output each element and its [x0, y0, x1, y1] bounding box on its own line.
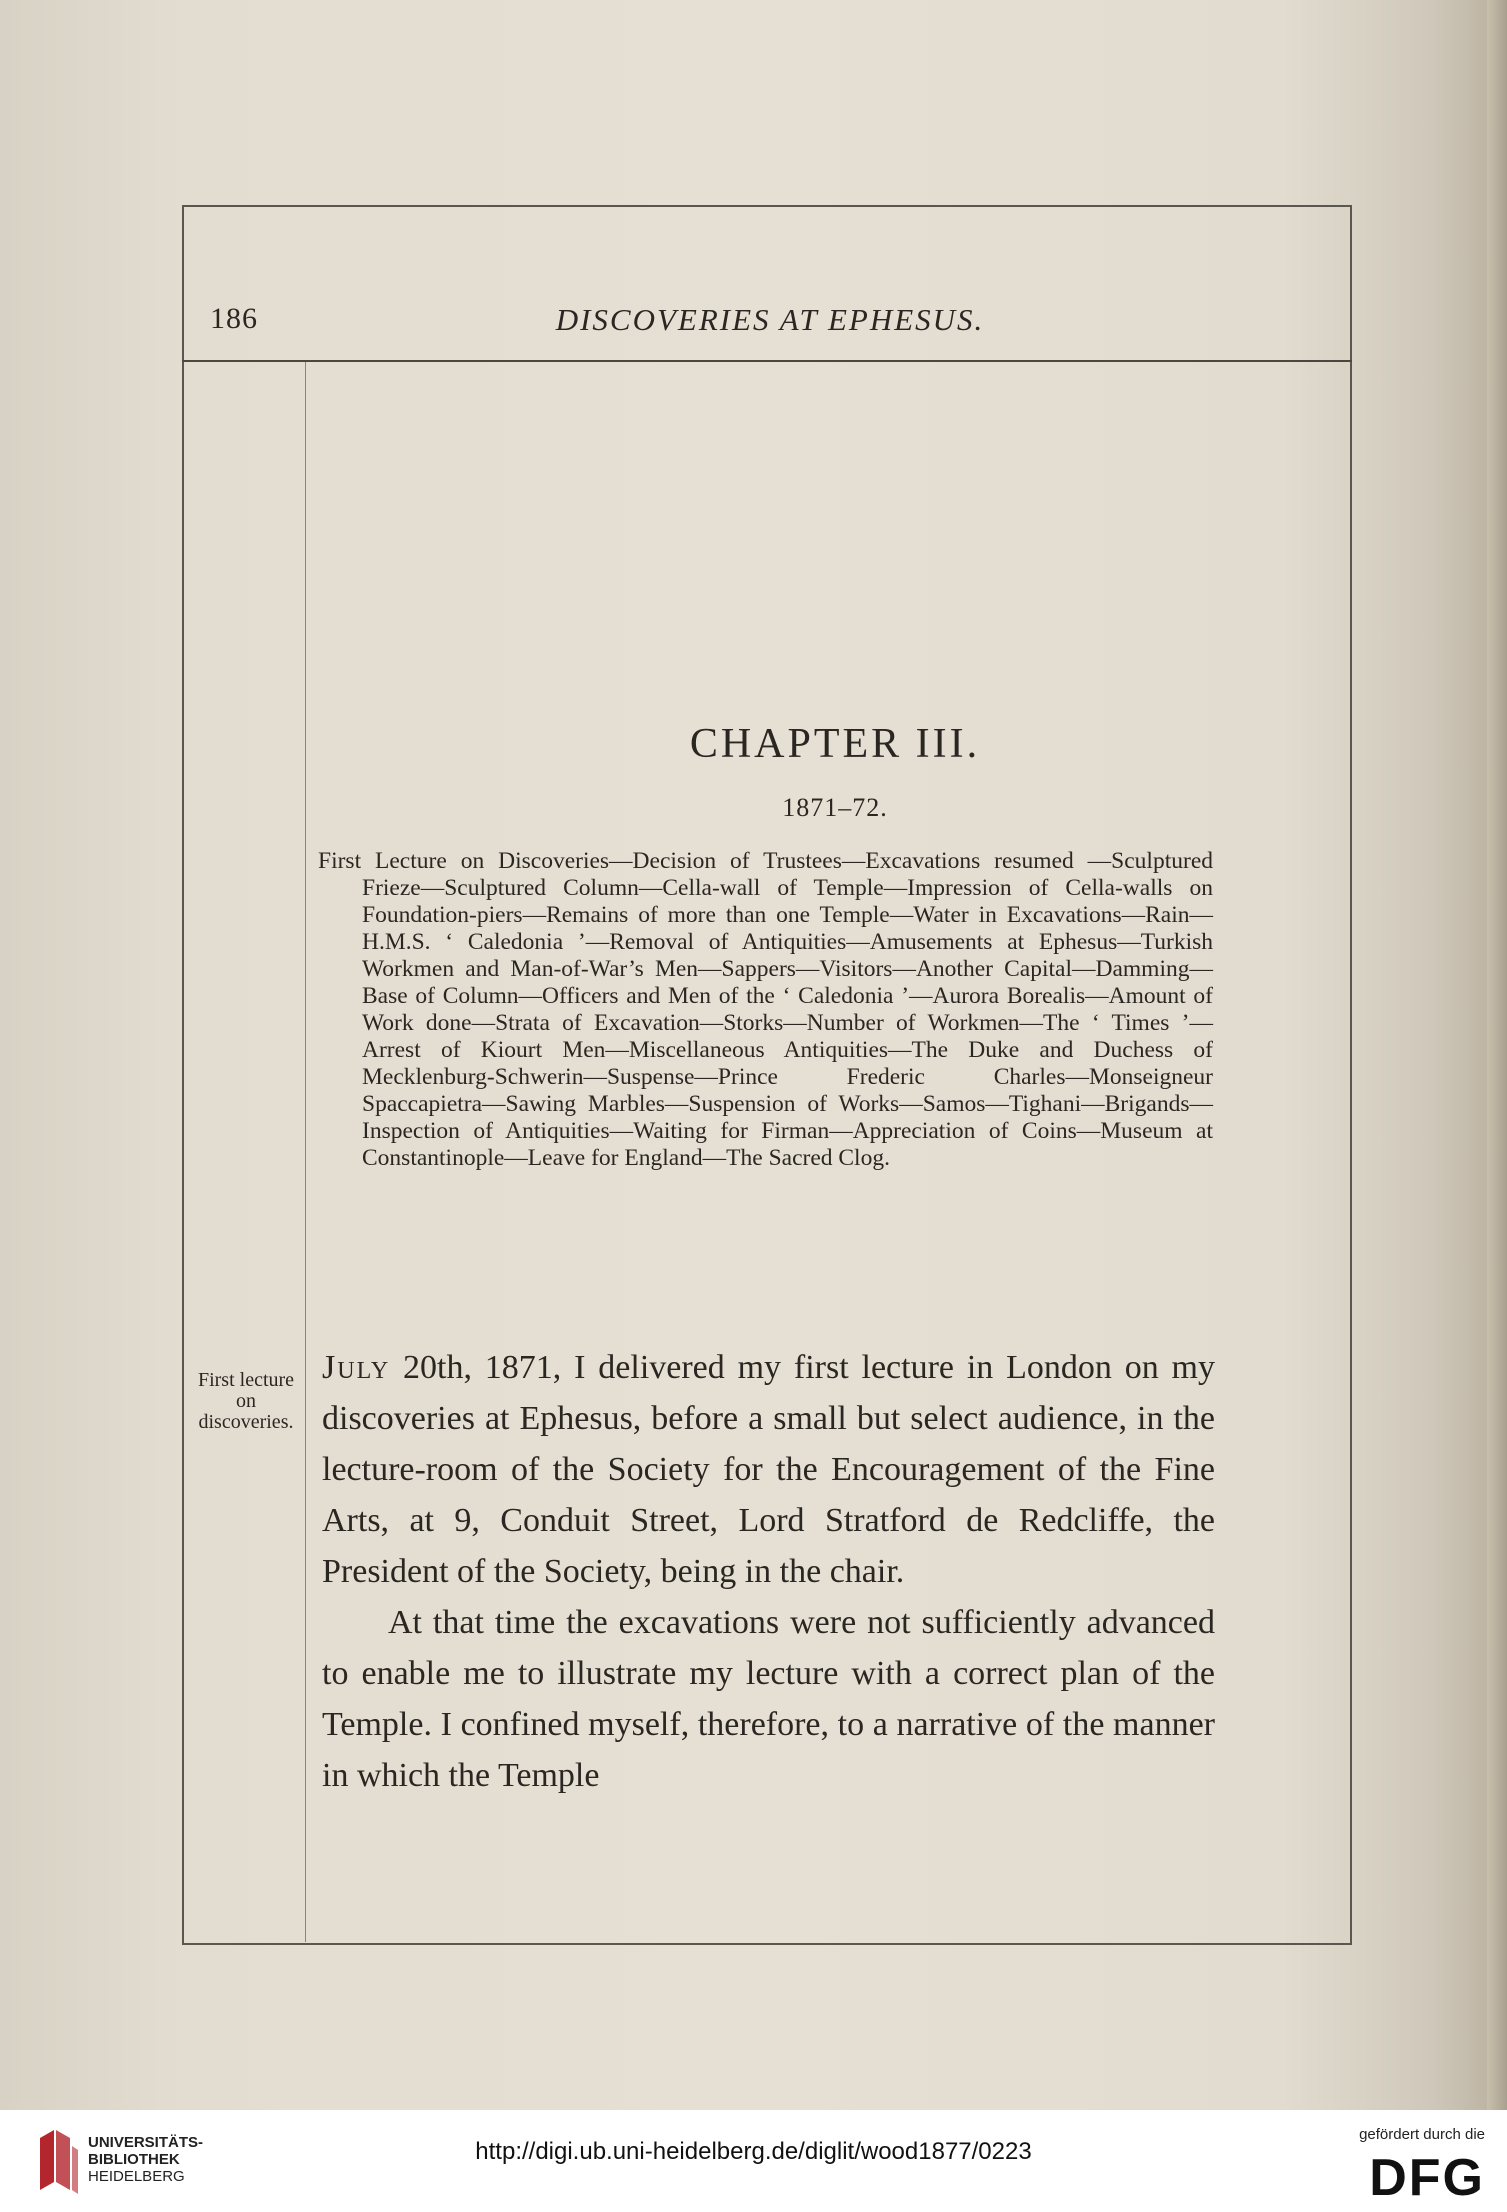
funded-by-label: gefördert durch die	[1359, 2126, 1485, 2143]
dfg-logo: DFG	[1369, 2149, 1485, 2207]
library-name-line-3: HEIDELBERG	[88, 2168, 185, 2185]
margin-rule	[305, 362, 306, 1942]
page-number: 186	[210, 302, 258, 335]
body-text	[322, 1342, 1215, 1801]
paragraph-2: At that time the excavations were not sufficiently advanced to enable me to illustrate my lecture with a correct plan of the Temple. I confined myself, therefore, to a narrative of the manner in which the Temple	[322, 1604, 1215, 1794]
book-page-edge	[1487, 0, 1507, 2110]
chapter-years: 1871–72.	[782, 793, 888, 822]
margin-note: First lecture on discoveries.	[197, 1369, 295, 1433]
running-title: DISCOVERIES AT EPHESUS.	[555, 302, 985, 337]
chapter-title: CHAPTER III.	[689, 721, 981, 767]
library-name-line-1: UNIVERSITÄTS-	[88, 2134, 204, 2151]
opening-word: July	[322, 1349, 391, 1386]
library-name-line-2: BIBLIOTHEK	[88, 2151, 180, 2168]
header-rule	[182, 360, 1352, 362]
paragraph-1-text: 20th, 1871, I delivered my first lecture in London on my discoveries at Ephesus, before a small but select audience, in the lecture-room of the Society for the Encouragement of the Fine Arts, at 9, Conduit Street, Lord Stratford de Redcliffe, the President of the Society, being in the chair.	[322, 1349, 1215, 1590]
paragraph-1	[322, 1342, 1215, 1597]
running-header	[200, 300, 1340, 350]
permalink-url[interactable]: http://digi.ub.uni-heidelberg.de/diglit/wood1877/0223	[475, 2138, 1032, 2165]
synopsis-text: First Lecture on Discoveries—Decision of Trustees—Excavations resumed —Sculptured Frieze—Sculptured Column—Cella-wall of Temple—Impression of Cella-walls on Foundation-piers—Remains of more than one Temple—Water in Excavations—Rain—H.M.S. ‘ Caledonia ’—Removal of Antiquities—Amusements at Ephesus—Turkish Workmen and Man-of-War’s Men—Sappers—Visitors—Another Capital—Damming—Base of Column—Officers and Men of the ‘ Caledonia ’—Aurora Borealis—Amount of Work done—Strata of Excavation—Storks—Number of Workmen—The ‘ Times ’—Arrest of Kiourt Men—Miscellaneous Antiquities—The Duke and Duchess of Mecklenburg-Schwerin—Suspense—Prince Frederic Charles—Monseigneur Spaccapietra—Sawing Marbles—Suspension of Works—Samos—Tighani—Brigands—Inspection of Antiquities—Waiting for Firman—Appreciation of Coins—Museum at Constantinople—Leave for England—The Sacred Clog.	[318, 848, 1213, 1171]
chapter-synopsis	[318, 848, 1213, 1172]
digitization-footer	[0, 2110, 1507, 2212]
